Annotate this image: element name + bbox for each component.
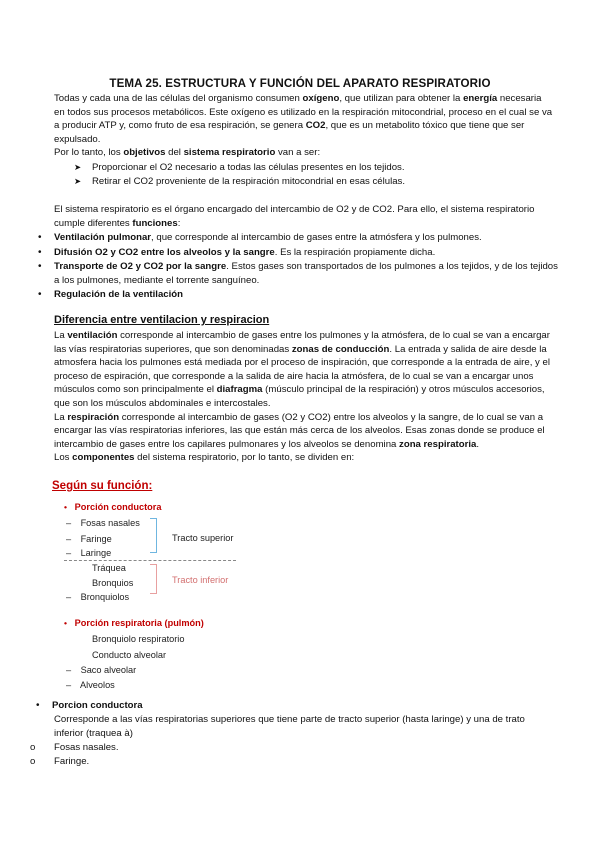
- system-paragraph: El sistema respiratorio es el órgano encargado del intercambio de O2 y de CO2. Para ello, el sistema respiratorio cumple diferentes funciones:: [54, 204, 535, 229]
- list-item: • Porcion conductora: [36, 699, 556, 713]
- intro-paragraph: Todas y cada una de las células del organismo consumen oxígeno, que utilizan para obtener la energía necesaria en todos sus procesos metabólicos. Este oxígeno es utilizado en la respiración mitocondrial, proceso en el cual se va a producir ATP y, como fruto de esa respiración, se genera CO2, que es un metabolito tóxico que tiene que ser expulsado. Por lo tanto, los objetivos del sistema respiratorio van a ser:: [54, 93, 553, 159]
- arrow-bullet-icon: ➤: [74, 175, 82, 186]
- diagram-bronq-resp: Bronquiolo respiratorio: [92, 634, 185, 644]
- list-item: o Fosas nasales.: [30, 742, 119, 753]
- diagram-saco: – Saco alveolar: [66, 665, 137, 675]
- bullet-icon: •: [38, 261, 42, 273]
- diagram-respiratoria: • Porción respiratoria (pulmón): [64, 618, 204, 628]
- list-item: o Faringe.: [30, 755, 90, 767]
- list-item: • Regulación de la ventilación: [38, 288, 558, 302]
- diagram-tracto-superior: Tracto superior: [172, 533, 234, 543]
- divider-line: [64, 560, 236, 561]
- functions-list: [38, 231, 558, 303]
- bracket-inferior: [150, 564, 157, 594]
- diagram-traquea: Tráquea: [92, 563, 126, 573]
- circle-bullet-icon: o: [30, 742, 36, 753]
- diagram-title: Según su función:: [52, 480, 153, 492]
- section-heading: Diferencia entre ventilacion y respiracion: [54, 314, 270, 326]
- list-item: ➤ Proporcionar el O2 necesario a todas las células presentes en los tejidos.: [74, 162, 405, 173]
- objectives-list: [74, 161, 554, 188]
- list-item: • Transporte de O2 y CO2 por la sangre. Estos gases son transportados de los pulmones a los tejidos, y de los tejidos a los pulmones, mediante el torrente sanguíneo.: [38, 261, 558, 286]
- list-item: ➤ Retirar el CO2 proveniente de la respiración mitocondrial en esas células.: [74, 175, 406, 187]
- ventilation-paragraph: La ventilación corresponde al intercambio de gases entre los pulmones y la atmósfera, de lo cual se van a encargar las vías respiratorias superiores, que son denominadas zonas de conducción. La entrada y salida de aire desde la atmosfera hacia los pulmones está mediada por el proceso de inspiración, que corresponde a la entrada de aire, y el proceso de espiración, que corresponde a la salida de aire hacia la atmósfera, de lo cual se van a encargar unos músculos como son principalmente el diafragma (músculo principal de la respiración) y otros músculos accesorios, que son los músculos abdominales e intercostales. La respiración corresponde al intercambio de gases (O2 y CO2) entre los alveolos y la sangre, de lo cual se van a encargar las vías respiratorias inferiores, las que están más cerca de los alveolos. Esas zonas donde se produce el intercambio de gases entre los capilares pulmonares y los alveolos se denomina zona respiratoria. Los componentes del sistema respiratorio, por lo tanto, se dividen en:: [54, 330, 550, 464]
- diagram-bronquiolos: – Bronquiolos: [66, 592, 130, 602]
- red-bullet-icon: •: [64, 502, 67, 512]
- conductora-paragraph: Corresponde a las vías respiratorias superiores que tiene parte de tracto superior (hasta laringe) y una de trato inferior (traquea à): [54, 714, 525, 739]
- diagram-conducto: Conducto alveolar: [92, 650, 167, 660]
- bullet-icon: •: [38, 289, 42, 301]
- page-title: TEMA 25. ESTRUCTURA Y FUNCIÓN DEL APARATO RESPIRATORIO: [109, 77, 491, 90]
- circle-bullet-icon: o: [30, 755, 36, 767]
- bullet-icon: •: [38, 232, 42, 243]
- conductora-section: [36, 699, 556, 714]
- diagram-bronquios: Bronquios: [92, 578, 134, 588]
- diagram-alveolos: – Alveolos: [66, 680, 115, 690]
- diagram-tracto-inferior: Tracto inferior: [172, 575, 229, 585]
- list-item: • Ventilación pulmonar, que corresponde al intercambio de gases entre la atmósfera y los pulmones.: [38, 231, 558, 245]
- bullet-icon: •: [36, 700, 40, 711]
- list-item: • Difusión O2 y CO2 entre los alveolos y la sangre. Es la respiración propiamente dicha.: [38, 246, 558, 260]
- diagram-fosas: – Fosas nasales: [66, 518, 140, 528]
- function-diagram: [52, 478, 304, 698]
- bracket-superior: [150, 518, 157, 553]
- diagram-laringe: – Laringe: [66, 548, 112, 558]
- arrow-bullet-icon: ➤: [74, 162, 82, 172]
- bullet-icon: •: [38, 246, 42, 258]
- diagram-faringe: – Faringe: [66, 534, 112, 544]
- conductora-list: [30, 741, 550, 768]
- diagram-conductora: • Porción conductora: [64, 502, 162, 512]
- red-bullet-icon: •: [64, 618, 67, 628]
